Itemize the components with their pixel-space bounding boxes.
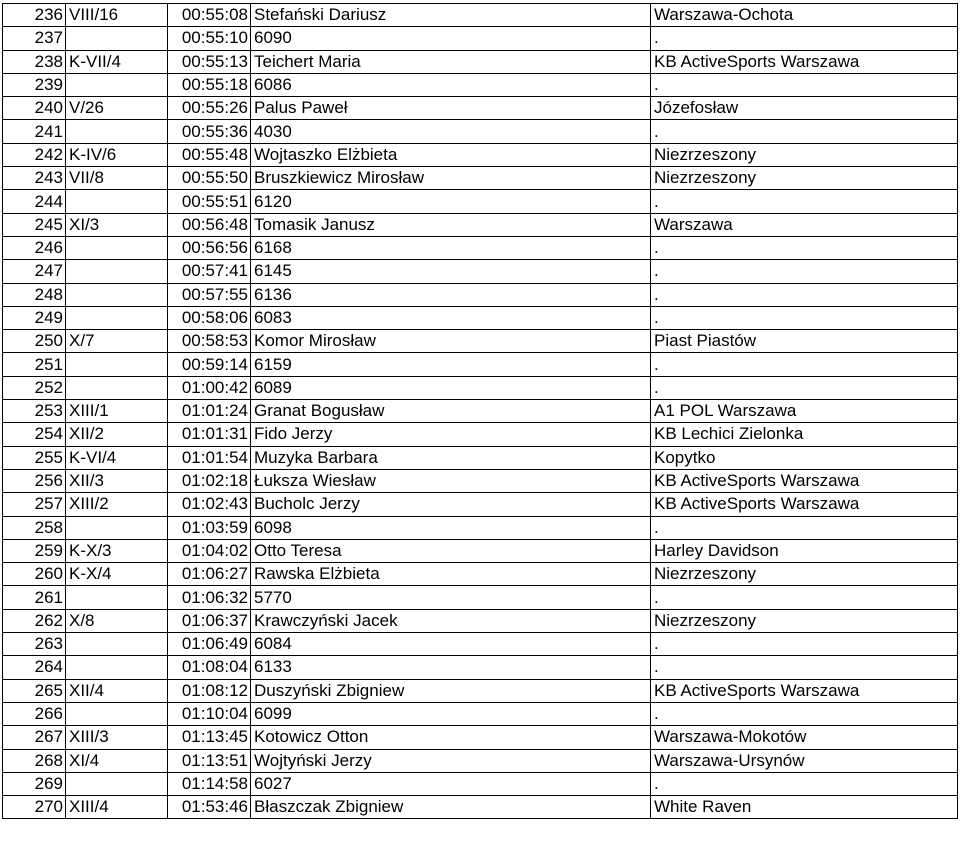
category-cell: K-IV/6: [66, 143, 168, 166]
category-cell: [66, 236, 168, 259]
category-cell: XII/2: [66, 423, 168, 446]
name-cell: 6133: [251, 656, 651, 679]
table-row: [3, 772, 958, 795]
table-row: [3, 213, 958, 236]
place-cell: 260: [3, 563, 66, 586]
category-cell: [66, 27, 168, 50]
place-cell: 246: [3, 236, 66, 259]
club-cell: .: [651, 353, 958, 376]
place-cell: 249: [3, 306, 66, 329]
time-cell: 01:08:12: [168, 679, 251, 702]
table-row: [3, 400, 958, 423]
name-cell: Bucholc Jerzy: [251, 493, 651, 516]
table-row: [3, 423, 958, 446]
time-cell: 01:00:42: [168, 376, 251, 399]
place-cell: 261: [3, 586, 66, 609]
club-cell: Warszawa: [651, 213, 958, 236]
club-cell: .: [651, 283, 958, 306]
time-cell: 01:01:31: [168, 423, 251, 446]
table-row: [3, 702, 958, 725]
category-cell: [66, 656, 168, 679]
club-cell: .: [651, 306, 958, 329]
name-cell: 6089: [251, 376, 651, 399]
place-cell: 251: [3, 353, 66, 376]
club-cell: Piast Piastów: [651, 330, 958, 353]
category-cell: [66, 702, 168, 725]
table-row: [3, 516, 958, 539]
name-cell: 6099: [251, 702, 651, 725]
club-cell: KB ActiveSports Warszawa: [651, 469, 958, 492]
category-cell: [66, 306, 168, 329]
club-cell: .: [651, 656, 958, 679]
club-cell: .: [651, 260, 958, 283]
name-cell: Palus Paweł: [251, 97, 651, 120]
time-cell: 00:55:48: [168, 143, 251, 166]
time-cell: 00:55:10: [168, 27, 251, 50]
name-cell: Wojtaszko Elżbieta: [251, 143, 651, 166]
name-cell: 5770: [251, 586, 651, 609]
name-cell: 6159: [251, 353, 651, 376]
place-cell: 241: [3, 120, 66, 143]
place-cell: 240: [3, 97, 66, 120]
category-cell: XIII/2: [66, 493, 168, 516]
category-cell: [66, 260, 168, 283]
category-cell: XI/4: [66, 749, 168, 772]
club-cell: Harley Davidson: [651, 539, 958, 562]
table-row: [3, 446, 958, 469]
category-cell: [66, 283, 168, 306]
club-cell: Kopytko: [651, 446, 958, 469]
table-row: [3, 749, 958, 772]
table-row: [3, 4, 958, 27]
name-cell: Rawska Elżbieta: [251, 563, 651, 586]
name-cell: Kotowicz Otton: [251, 726, 651, 749]
category-cell: VIII/16: [66, 4, 168, 27]
category-cell: XIII/4: [66, 796, 168, 819]
place-cell: 267: [3, 726, 66, 749]
place-cell: 236: [3, 4, 66, 27]
time-cell: 01:03:59: [168, 516, 251, 539]
name-cell: Stefański Dariusz: [251, 4, 651, 27]
time-cell: 00:55:36: [168, 120, 251, 143]
time-cell: 01:13:51: [168, 749, 251, 772]
category-cell: [66, 120, 168, 143]
name-cell: Tomasik Janusz: [251, 213, 651, 236]
time-cell: 00:55:18: [168, 73, 251, 96]
time-cell: 00:56:56: [168, 236, 251, 259]
time-cell: 00:58:53: [168, 330, 251, 353]
place-cell: 266: [3, 702, 66, 725]
time-cell: 01:08:04: [168, 656, 251, 679]
place-cell: 256: [3, 469, 66, 492]
category-cell: [66, 376, 168, 399]
place-cell: 250: [3, 330, 66, 353]
name-cell: 6145: [251, 260, 651, 283]
time-cell: 01:06:49: [168, 633, 251, 656]
place-cell: 252: [3, 376, 66, 399]
table-row: [3, 353, 958, 376]
category-cell: XII/4: [66, 679, 168, 702]
time-cell: 00:58:06: [168, 306, 251, 329]
results-body: [3, 4, 958, 819]
category-cell: K-X/3: [66, 539, 168, 562]
name-cell: Wojtyński Jerzy: [251, 749, 651, 772]
club-cell: Niezrzeszony: [651, 167, 958, 190]
club-cell: Niezrzeszony: [651, 143, 958, 166]
club-cell: KB Lechici Zielonka: [651, 423, 958, 446]
place-cell: 239: [3, 73, 66, 96]
category-cell: [66, 772, 168, 795]
time-cell: 00:55:51: [168, 190, 251, 213]
place-cell: 270: [3, 796, 66, 819]
time-cell: 01:06:37: [168, 609, 251, 632]
name-cell: 6136: [251, 283, 651, 306]
name-cell: Muzyka Barbara: [251, 446, 651, 469]
table-row: [3, 609, 958, 632]
category-cell: VII/8: [66, 167, 168, 190]
category-cell: [66, 633, 168, 656]
name-cell: 6098: [251, 516, 651, 539]
club-cell: .: [651, 376, 958, 399]
table-row: [3, 27, 958, 50]
table-row: [3, 633, 958, 656]
club-cell: A1 POL Warszawa: [651, 400, 958, 423]
club-cell: .: [651, 516, 958, 539]
time-cell: 00:55:08: [168, 4, 251, 27]
place-cell: 244: [3, 190, 66, 213]
name-cell: Łuksza Wiesław: [251, 469, 651, 492]
table-row: [3, 236, 958, 259]
time-cell: 01:14:58: [168, 772, 251, 795]
place-cell: 237: [3, 27, 66, 50]
club-cell: Warszawa-Mokotów: [651, 726, 958, 749]
table-row: [3, 469, 958, 492]
time-cell: 01:13:45: [168, 726, 251, 749]
category-cell: XI/3: [66, 213, 168, 236]
category-cell: XIII/1: [66, 400, 168, 423]
place-cell: 255: [3, 446, 66, 469]
club-cell: .: [651, 190, 958, 213]
table-row: [3, 283, 958, 306]
table-row: [3, 376, 958, 399]
time-cell: 00:55:13: [168, 50, 251, 73]
name-cell: Błaszczak Zbigniew: [251, 796, 651, 819]
category-cell: XII/3: [66, 469, 168, 492]
place-cell: 257: [3, 493, 66, 516]
time-cell: 00:55:26: [168, 97, 251, 120]
place-cell: 269: [3, 772, 66, 795]
table-row: [3, 679, 958, 702]
club-cell: .: [651, 586, 958, 609]
place-cell: 242: [3, 143, 66, 166]
club-cell: .: [651, 633, 958, 656]
category-cell: [66, 73, 168, 96]
time-cell: 01:02:43: [168, 493, 251, 516]
time-cell: 00:57:41: [168, 260, 251, 283]
results-table: [2, 3, 958, 819]
table-row: [3, 190, 958, 213]
name-cell: Krawczyński Jacek: [251, 609, 651, 632]
club-cell: Warszawa-Ochota: [651, 4, 958, 27]
category-cell: V/26: [66, 97, 168, 120]
category-cell: K-X/4: [66, 563, 168, 586]
place-cell: 254: [3, 423, 66, 446]
place-cell: 243: [3, 167, 66, 190]
table-row: [3, 539, 958, 562]
name-cell: Teichert Maria: [251, 50, 651, 73]
category-cell: XIII/3: [66, 726, 168, 749]
club-cell: White Raven: [651, 796, 958, 819]
place-cell: 245: [3, 213, 66, 236]
place-cell: 248: [3, 283, 66, 306]
name-cell: 6084: [251, 633, 651, 656]
name-cell: 4030: [251, 120, 651, 143]
place-cell: 238: [3, 50, 66, 73]
club-cell: .: [651, 772, 958, 795]
table-row: [3, 563, 958, 586]
time-cell: 01:01:54: [168, 446, 251, 469]
place-cell: 263: [3, 633, 66, 656]
table-row: [3, 330, 958, 353]
category-cell: [66, 586, 168, 609]
name-cell: Bruszkiewicz Mirosław: [251, 167, 651, 190]
category-cell: [66, 190, 168, 213]
category-cell: [66, 353, 168, 376]
table-row: [3, 726, 958, 749]
table-row: [3, 586, 958, 609]
club-cell: .: [651, 73, 958, 96]
time-cell: 00:56:48: [168, 213, 251, 236]
name-cell: Duszyński Zbigniew: [251, 679, 651, 702]
table-row: [3, 306, 958, 329]
name-cell: Granat Bogusław: [251, 400, 651, 423]
time-cell: 01:02:18: [168, 469, 251, 492]
name-cell: Otto Teresa: [251, 539, 651, 562]
category-cell: X/8: [66, 609, 168, 632]
place-cell: 253: [3, 400, 66, 423]
place-cell: 259: [3, 539, 66, 562]
time-cell: 01:01:24: [168, 400, 251, 423]
table-row: [3, 796, 958, 819]
table-row: [3, 73, 958, 96]
table-row: [3, 50, 958, 73]
table-row: [3, 143, 958, 166]
club-cell: Józefosław: [651, 97, 958, 120]
name-cell: 6168: [251, 236, 651, 259]
time-cell: 01:04:02: [168, 539, 251, 562]
table-row: [3, 97, 958, 120]
club-cell: .: [651, 702, 958, 725]
club-cell: KB ActiveSports Warszawa: [651, 50, 958, 73]
club-cell: .: [651, 236, 958, 259]
time-cell: 01:10:04: [168, 702, 251, 725]
name-cell: 6083: [251, 306, 651, 329]
place-cell: 262: [3, 609, 66, 632]
category-cell: K-VI/4: [66, 446, 168, 469]
place-cell: 268: [3, 749, 66, 772]
club-cell: .: [651, 120, 958, 143]
name-cell: 6120: [251, 190, 651, 213]
club-cell: .: [651, 27, 958, 50]
club-cell: KB ActiveSports Warszawa: [651, 493, 958, 516]
table-row: [3, 260, 958, 283]
time-cell: 01:53:46: [168, 796, 251, 819]
time-cell: 00:59:14: [168, 353, 251, 376]
club-cell: Niezrzeszony: [651, 563, 958, 586]
club-cell: KB ActiveSports Warszawa: [651, 679, 958, 702]
club-cell: Niezrzeszony: [651, 609, 958, 632]
place-cell: 264: [3, 656, 66, 679]
table-row: [3, 120, 958, 143]
table-row: [3, 656, 958, 679]
time-cell: 00:55:50: [168, 167, 251, 190]
place-cell: 258: [3, 516, 66, 539]
category-cell: X/7: [66, 330, 168, 353]
name-cell: Fido Jerzy: [251, 423, 651, 446]
place-cell: 265: [3, 679, 66, 702]
name-cell: 6086: [251, 73, 651, 96]
name-cell: 6027: [251, 772, 651, 795]
club-cell: Warszawa-Ursynów: [651, 749, 958, 772]
table-row: [3, 493, 958, 516]
place-cell: 247: [3, 260, 66, 283]
table-row: [3, 167, 958, 190]
name-cell: Komor Mirosław: [251, 330, 651, 353]
time-cell: 00:57:55: [168, 283, 251, 306]
name-cell: 6090: [251, 27, 651, 50]
category-cell: K-VII/4: [66, 50, 168, 73]
time-cell: 01:06:32: [168, 586, 251, 609]
category-cell: [66, 516, 168, 539]
time-cell: 01:06:27: [168, 563, 251, 586]
